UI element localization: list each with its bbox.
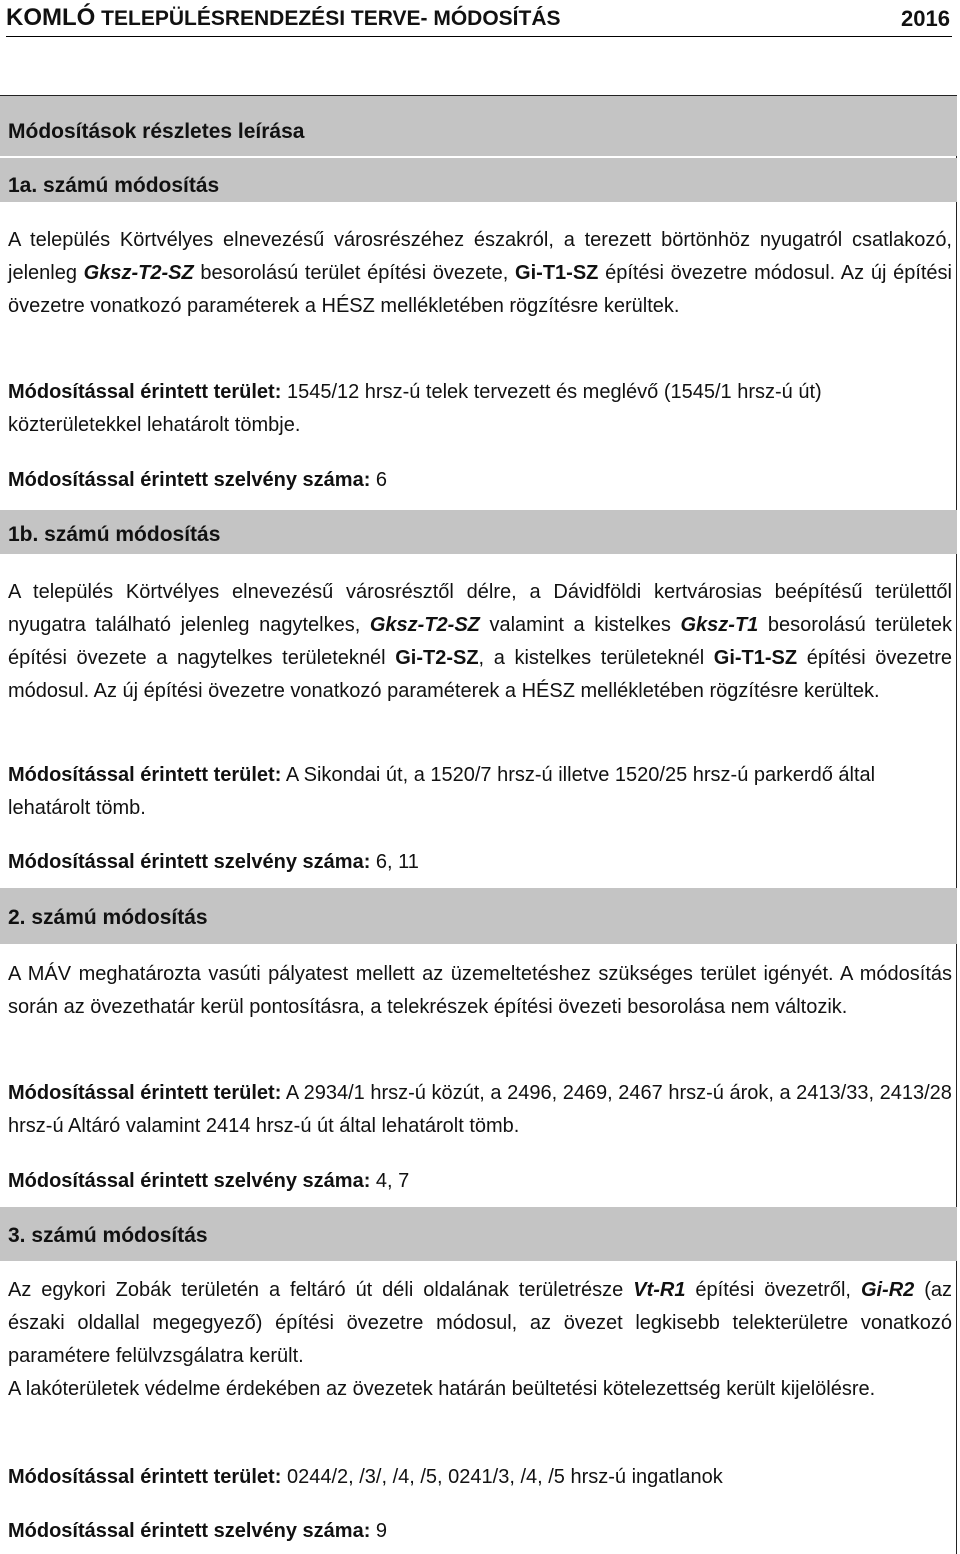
mod1b-heading-band <box>0 510 957 554</box>
zone-code: Gksz-T2-SZ <box>83 262 194 284</box>
zone-code: Gi-T2-SZ <box>395 647 479 669</box>
affected-area-label: Módosítással érintett terület: <box>8 764 282 786</box>
zone-code: Gi-T1-SZ <box>515 262 599 284</box>
zone-code: Gksz-T2-SZ <box>369 614 480 636</box>
affected-sheet-value: 6 <box>370 469 388 491</box>
mod3-planting-note: A lakóterületek védelme érdekében az övezetek határán beültetési kötelezettség került kijelölésre. <box>8 1378 876 1400</box>
mod1a-affected-sheet <box>8 464 952 497</box>
mod2-heading: 2. számú módosítás <box>8 906 208 929</box>
mod3-affected-sheet <box>8 1515 952 1548</box>
zone-code: Gksz-T1 <box>680 614 759 636</box>
mod2-affected-sheet <box>8 1165 952 1198</box>
affected-area-value: 1545/12 hrsz-ú telek tervezett és meglévő (1545/1 hrsz-ú út) közterületekkel lehatárolt tömbje. <box>8 381 822 436</box>
mod3-description: Az egykori Zobák területén a feltáró út déli oldalának területrésze Vt-R1 építési övezetről, Gi-R2 (az északi oldallal megegyező) építési övezetre módosul, az övezet legkisebb telekterületre vonatkozó paramétere felülvzsgálatra került. <box>8 1279 953 1367</box>
affected-area-label: Módosítással érintett terület: <box>8 1082 282 1104</box>
section-title: Módosítások részletes leírása <box>8 120 305 143</box>
document-title <box>6 4 561 32</box>
affected-sheet-value: 4, 7 <box>370 1170 410 1192</box>
document-title-rest: TELEPÜLÉSRENDEZÉSI TERVE- MÓDOSÍTÁS <box>95 7 561 30</box>
page-header <box>0 0 960 38</box>
zone-code: Gi-T1-SZ <box>713 647 798 669</box>
affected-sheet-label: Módosítással érintett szelvény száma: <box>8 469 371 491</box>
document-title-town: KOMLÓ <box>6 4 96 31</box>
affected-area-value: A 2934/1 hrsz-ú közút, a 2496, 2469, 2467 hrsz-ú árok, a 2413/33, 2413/28 hrsz-ú Altáró valamint 2414 hrsz-ú út által lehatárolt tömb. <box>8 1082 952 1137</box>
mod1b-affected-area <box>8 759 952 825</box>
affected-area-label: Módosítással érintett terület: <box>8 1466 282 1488</box>
mod1a-affected-area <box>8 376 952 442</box>
mod1b-heading: 1b. számú módosítás <box>8 523 221 546</box>
mod1a-heading: 1a. számú módosítás <box>8 174 220 197</box>
mod2-description: A MÁV meghatározta vasúti pályatest mellett az üzemeltetéshez szükséges terület igényét. A módosítás során az övezethatár kerül pontosításra, a telekrészek építési övezeti besorolása nem változik. <box>8 963 952 1018</box>
header-rule <box>6 36 952 37</box>
mod1a-description: A település Körtvélyes elnevezésű városrészéhez északról, a terezett börtönhöz nyugatról csatlakozó, jelenleg Gksz-T2-SZ besorolású terület építési övezete, Gi-T1-SZ építési övezetre módosul. Az új építési övezetre vonatkozó paraméterek a HÉSZ mellékletében rögzítésre kerültek. <box>8 229 952 317</box>
affected-sheet-value: 6, 11 <box>370 851 419 873</box>
zone-code: Vt-R1 <box>633 1279 686 1301</box>
affected-sheet-label: Módosítással érintett szelvény száma: <box>8 1170 371 1192</box>
mod3-heading: 3. számú módosítás <box>8 1224 208 1247</box>
mod1b-description: A település Körtvélyes elnevezésű városrésztől délre, a Dávidföldi kertvárosias beépítésű területtől nyugatra található jelenleg nagytelkes, Gksz-T2-SZ valamint a kistelkes Gksz-T1 besorolású területek építési övezete a nagytelkes területeknél Gi-T2-SZ, a kistelkes területeknél Gi-T1-SZ építési övezetre módosul. Az új építési övezetre vonatkozó paraméterek a HÉSZ mellékletében rögzítésre kerültek. <box>8 581 953 702</box>
affected-sheet-label: Módosítással érintett szelvény száma: <box>8 1520 371 1542</box>
mod2-heading-band <box>0 888 957 944</box>
mod1b-affected-sheet <box>8 846 952 879</box>
affected-sheet-label: Módosítással érintett szelvény száma: <box>8 851 371 873</box>
mod3-affected-area <box>8 1461 952 1494</box>
mod1a-heading-band <box>0 158 957 202</box>
mod2-affected-area <box>8 1077 952 1143</box>
affected-area-value: 0244/2, /3/, /4, /5, 0241/3, /4, /5 hrsz-ú ingatlanok <box>281 1466 723 1488</box>
section-title-band <box>0 96 957 156</box>
affected-area-label: Módosítással érintett terület: <box>8 381 282 403</box>
zone-code: Gi-R2 <box>860 1279 915 1301</box>
affected-area-value: A Sikondai út, a 1520/7 hrsz-ú illetve 1520/25 hrsz-ú parkerdő által lehatárolt tömb. <box>8 764 876 819</box>
mod3-heading-band <box>0 1207 957 1261</box>
affected-sheet-value: 9 <box>370 1520 388 1542</box>
document-year: 2016 <box>901 6 950 31</box>
